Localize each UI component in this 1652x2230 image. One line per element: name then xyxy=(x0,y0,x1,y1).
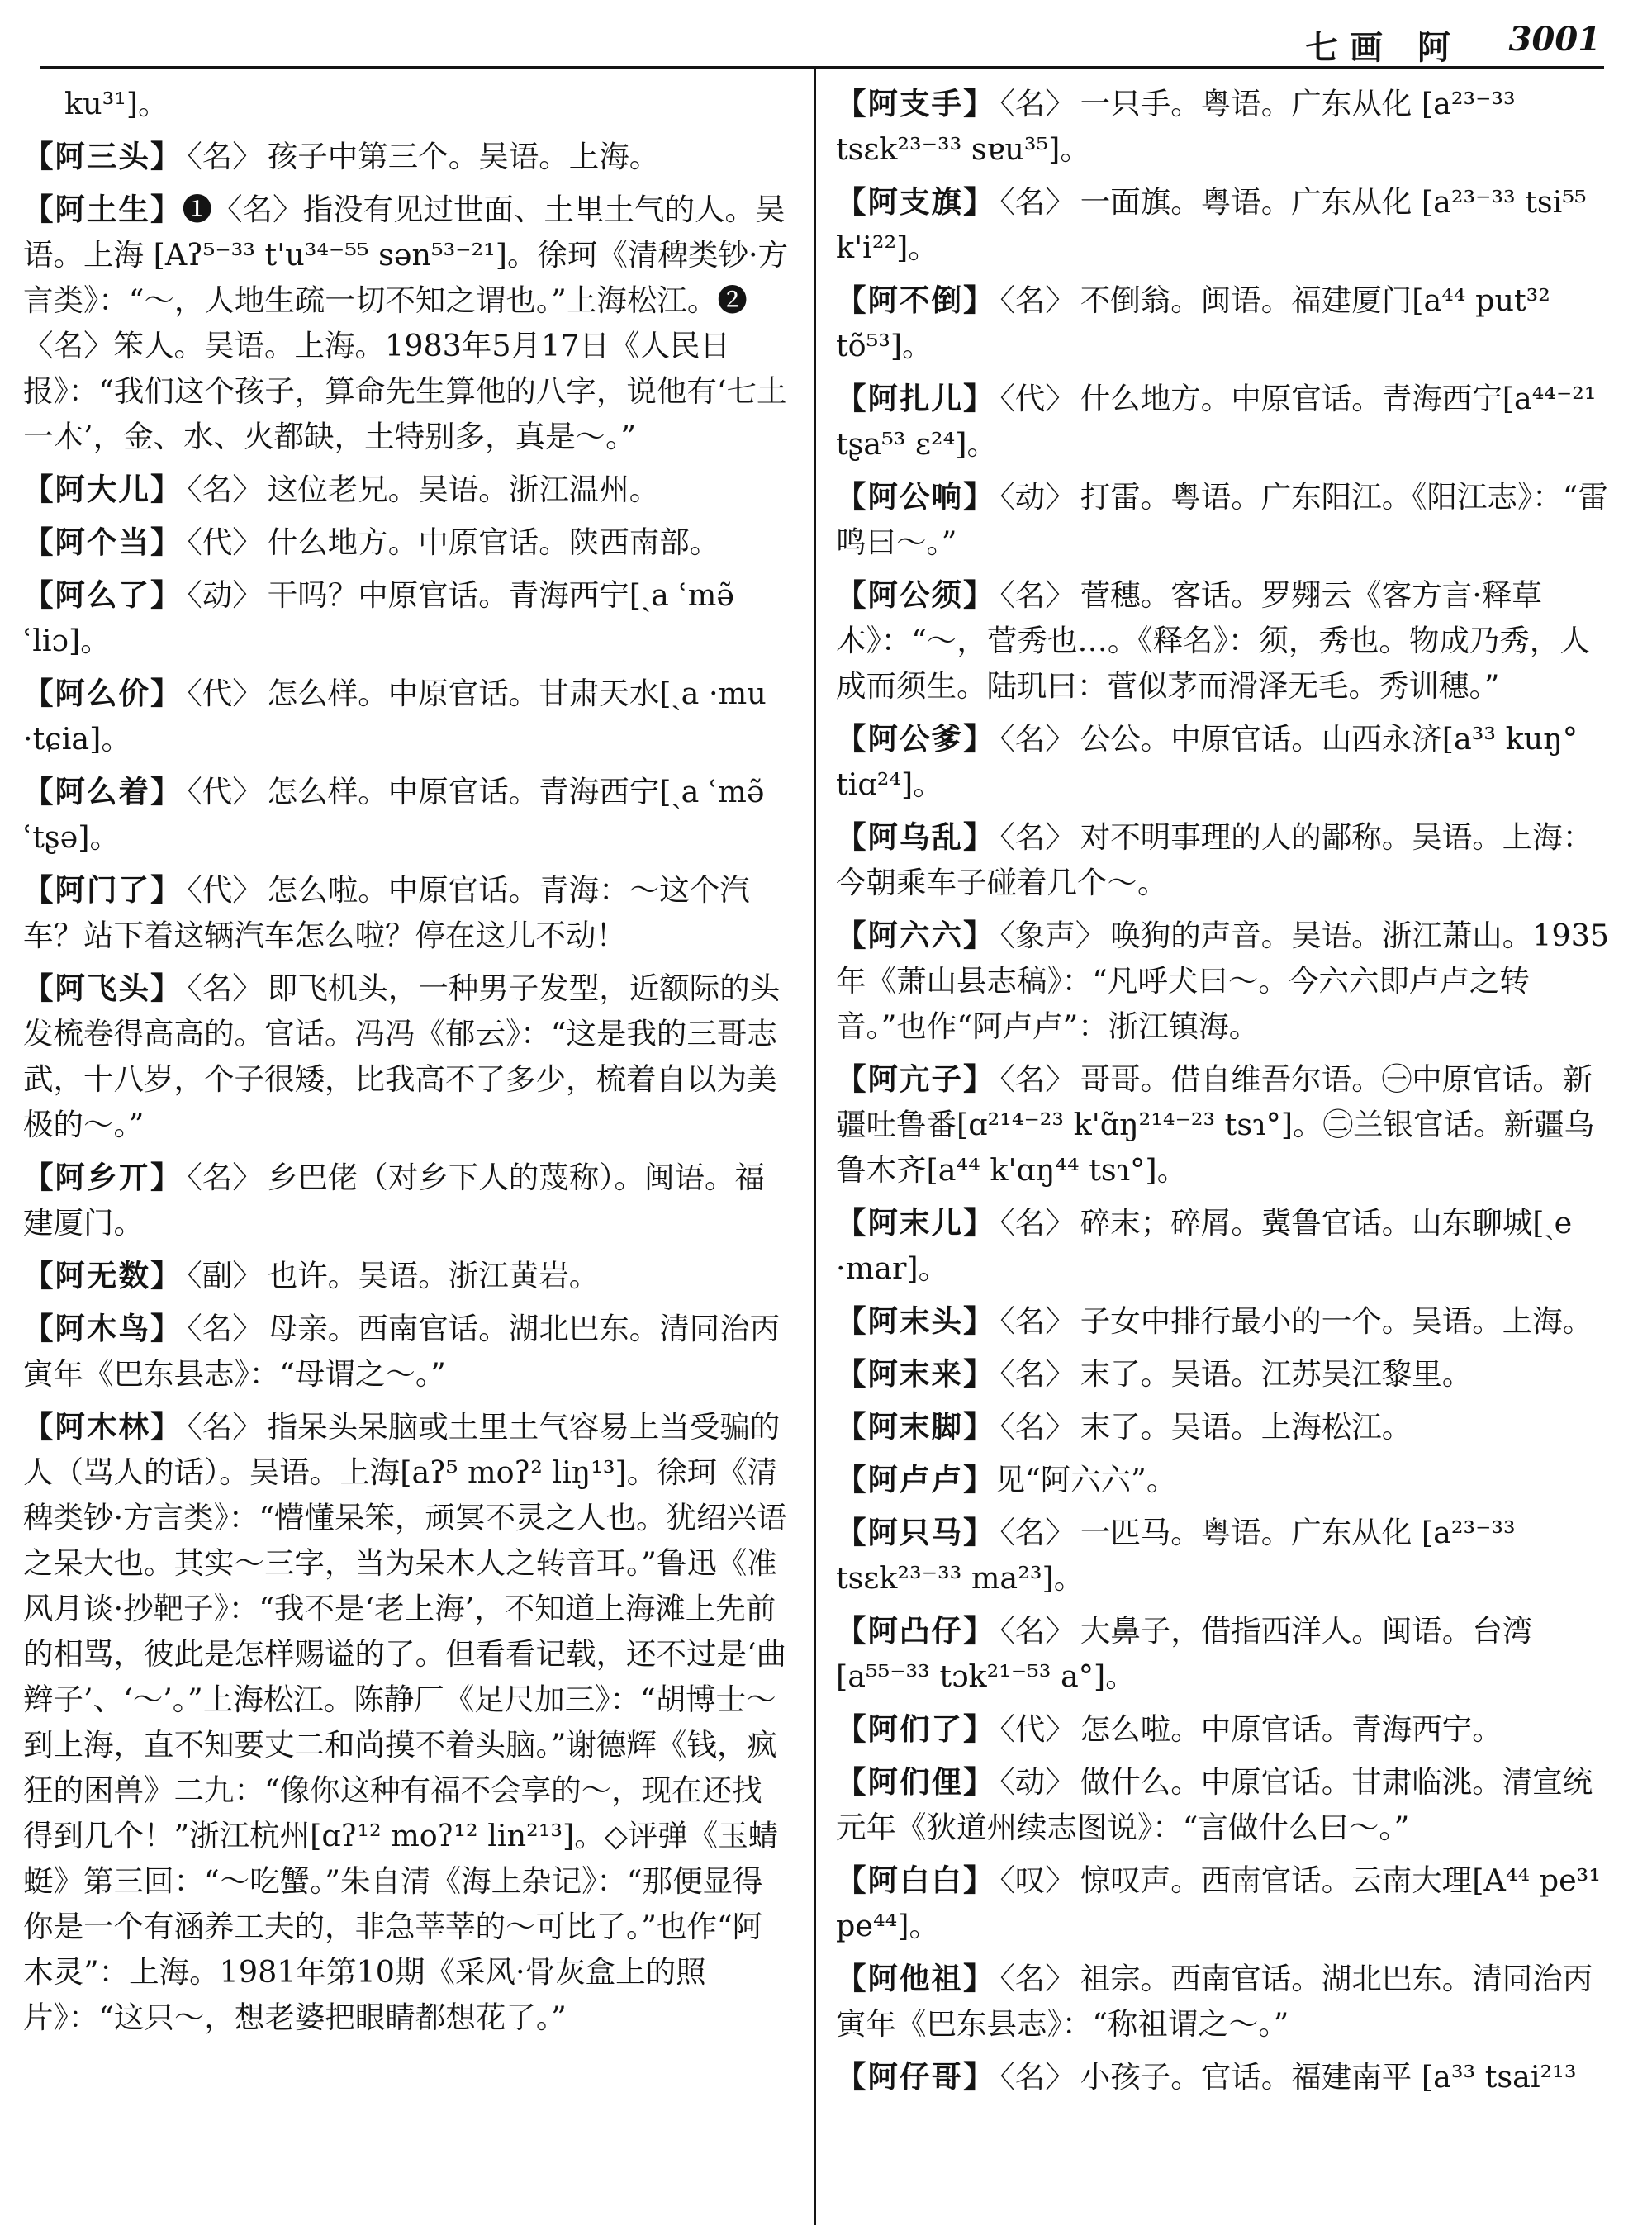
entry-part-of-speech: 〈名〉 xyxy=(187,472,263,507)
entry-headword: 【阿扎儿】 xyxy=(836,381,995,416)
entry-part-of-speech: 〈名〉 xyxy=(187,1409,263,1445)
entry-definition: 对不明事理的人的鄙称。吴语。上海：今朝乘车子碰着几个～。 xyxy=(836,819,1593,900)
entry-headword: 【阿末来】 xyxy=(836,1356,995,1392)
entry-headword: 【阿公爹】 xyxy=(836,721,995,757)
column-divider xyxy=(814,69,816,2225)
dictionary-entry xyxy=(836,81,1612,172)
entry-headword: 【阿只马】 xyxy=(836,1515,995,1550)
entry-part-of-speech: 〈名〉 xyxy=(999,1061,1075,1097)
page-header xyxy=(0,18,1652,66)
entry-headword: 【阿无数】 xyxy=(23,1258,183,1293)
entry-part-of-speech: 〈副〉 xyxy=(187,1258,263,1293)
dictionary-entry xyxy=(23,1155,790,1245)
entry-definition: 打雷。粤语。广东阳江。《阳江志》：“雷鸣曰～。” xyxy=(836,479,1608,560)
entry-headword: 【阿飞头】 xyxy=(23,970,183,1006)
dictionary-entry xyxy=(64,81,790,126)
entry-part-of-speech: 〈名〉 xyxy=(187,970,263,1006)
entry-headword: 【阿亢子】 xyxy=(836,1061,995,1097)
entry-part-of-speech: 〈名〉 xyxy=(187,1160,263,1195)
dictionary-entry xyxy=(836,1200,1612,1291)
dictionary-entry xyxy=(836,1956,1612,2047)
entry-part-of-speech: 〈名〉 xyxy=(999,721,1075,757)
entry-part-of-speech: 〈名〉 xyxy=(999,1613,1075,1649)
entry-definition: 子女中排行最小的一个。吴语。上海。 xyxy=(1080,1303,1593,1339)
dictionary-entry xyxy=(836,1510,1612,1601)
entry-definition: 指呆头呆脑或土里土气容易上当受骗的人（骂人的话）。吴语。上海[aʔ⁵ moʔ² liŋ¹³]。徐珂《清稗类钞·方言类》：“懵懂呆笨，顽冥不灵之人也。犹绍兴语之呆大也。其实～三字，当为呆木人之转音耳。”鲁迅《准风月谈·抄靶子》：“我不是‘老上海’，不知道上海滩上先前的相骂，彼此是怎样赐谥的了。但看看记载，还不过是‘曲辫子’、‘～’。”上海松江。陈静厂《足尺加三》：“胡博士～到上海，直不知要丈二和尚摸不着头脑。”谢德辉《钱，疯狂的困兽》二九：“像你这种有福不会享的～，现在还找得到几个！”浙江杭州[ɑʔ¹² moʔ¹² lin²¹³]。◇评弹《玉蜻蜓》第三回：“～吃蟹。”朱自清《海上杂记》：“那便显得你是一个有涵养工夫的，非急莘莘的～可比了。”也作“阿木灵”：上海。1981年第10期《采风·骨灰盒上的照片》：“这只～，想老婆把眼睛都想花了。” xyxy=(23,1409,787,2035)
entry-headword: 【阿公响】 xyxy=(836,479,995,515)
dictionary-entry xyxy=(23,1306,790,1397)
dictionary-entry xyxy=(23,134,790,179)
entry-definition: 哥哥。借自维吾尔语。㊀中原官话。新疆吐鲁番[ɑ²¹⁴⁻²³ k'ɑ̃ŋ²¹⁴⁻²³ tsɿ°]。㊁兰银官话。新疆乌鲁木齐[a⁴⁴ k'ɑŋ⁴⁴ tsɿ°]。 xyxy=(836,1061,1595,1188)
dictionary-entry xyxy=(836,1298,1612,1344)
entry-headword: 【阿们俚】 xyxy=(836,1764,995,1800)
dictionary-entry xyxy=(836,1351,1612,1397)
entry-part-of-speech: 〈名〉 xyxy=(999,1356,1075,1392)
entry-part-of-speech: 〈动〉 xyxy=(187,577,263,613)
entry-definition: 惊叹声。西南官话。云南大理[A⁴⁴ pe³¹ pe⁴⁴]。 xyxy=(836,1862,1601,1943)
dictionary-entry xyxy=(23,572,790,663)
entry-definition: 什么地方。中原官话。青海西宁[a⁴⁴⁻²¹ tʂa⁵³ ɛ²⁴]。 xyxy=(836,381,1597,462)
entry-part-of-speech: 〈名〉 xyxy=(999,86,1075,121)
entry-definition: 也许。吴语。浙江黄岩。 xyxy=(267,1258,600,1293)
entry-part-of-speech: 〈代〉 xyxy=(187,774,263,809)
entry-headword: 【阿个当】 xyxy=(23,524,183,560)
entry-part-of-speech: 〈动〉 xyxy=(999,1764,1075,1800)
dictionary-entry xyxy=(23,1253,790,1298)
entry-headword: 【阿支旗】 xyxy=(836,184,995,220)
entry-definition: 乡巴佬（对乡下人的蔑称）。闽语。福建厦门。 xyxy=(23,1160,765,1241)
entry-definition: 孩子中第三个。吴语。上海。 xyxy=(267,139,660,174)
entry-definition: 见“阿六六”。 xyxy=(995,1462,1177,1497)
entry-headword: 【阿么了】 xyxy=(23,577,183,613)
dictionary-entry xyxy=(836,278,1612,368)
dictionary-entry xyxy=(836,1858,1612,1948)
entry-definition: 什么地方。中原官话。陕西南部。 xyxy=(267,524,720,560)
dictionary-entry xyxy=(836,1608,1612,1699)
dictionary-entry xyxy=(23,671,790,762)
entry-headword: 【阿么价】 xyxy=(23,676,183,711)
entry-definition: 一匹马。粤语。广东从化 [a²³⁻³³ tsɛk²³⁻³³ ma²³]。 xyxy=(836,1515,1516,1596)
entry-part-of-speech: 〈名〉 xyxy=(999,819,1075,855)
entry-headword: 【阿支手】 xyxy=(836,86,995,121)
dictionary-entry xyxy=(836,814,1612,905)
dictionary-entry xyxy=(836,716,1612,807)
entry-definition: 怎么样。中原官话。青海西宁[ˏa ʿmə̃ ʿtʂə]。 xyxy=(23,774,765,855)
entry-headword: 【阿三头】 xyxy=(23,139,183,174)
entry-definition: 唤狗的声音。吴语。浙江萧山。1935年《萧山县志稿》：“凡呼犬曰～。今六六即卢卢之转音。”也作“阿卢卢”：浙江镇海。 xyxy=(836,918,1610,1044)
entry-part-of-speech: 〈代〉 xyxy=(999,1711,1075,1747)
dictionary-entry xyxy=(836,1457,1612,1502)
entry-part-of-speech: 〈名〉 xyxy=(999,1205,1075,1241)
entry-part-of-speech: 〈名〉 xyxy=(999,1961,1075,1996)
entry-definition: 末了。吴语。江苏吴江黎里。 xyxy=(1080,1356,1473,1392)
entry-headword: 【阿仔哥】 xyxy=(836,2059,995,2095)
entry-headword: 【阿公须】 xyxy=(836,577,995,613)
entry-headword: 【阿白白】 xyxy=(836,1862,995,1898)
entry-definition: 公公。中原官话。山西永济[a³³ kuŋ° tiɑ²⁴]。 xyxy=(836,721,1578,802)
entry-headword: 【阿卢卢】 xyxy=(836,1462,995,1497)
entry-definition: 末了。吴语。上海松江。 xyxy=(1080,1409,1412,1445)
running-head: 七画 阿 xyxy=(1305,28,1462,67)
dictionary-entry xyxy=(836,1404,1612,1450)
dictionary-entry xyxy=(23,867,790,958)
entry-definition: 祖宗。西南官话。湖北巴东。清同治丙寅年《巴东县志》：“称祖谓之～。” xyxy=(836,1961,1593,2042)
entry-definition: 不倒翁。闽语。福建厦门[a⁴⁴ put³² tõ⁵³]。 xyxy=(836,282,1550,363)
dictionary-entry xyxy=(836,913,1612,1049)
dictionary-entry xyxy=(836,2054,1612,2100)
entry-headword: 【阿他祖】 xyxy=(836,1961,995,1996)
entry-headword: 【阿土生】 xyxy=(23,192,183,227)
entry-definition: 怎么啦。中原官话。青海：～这个汽车？站下着这辆汽车怎么啦？停在这儿不动！ xyxy=(23,872,750,953)
dictionary-entry xyxy=(23,769,790,860)
entry-headword: 【阿末儿】 xyxy=(836,1205,995,1241)
entry-headword: 【阿们了】 xyxy=(836,1711,995,1747)
entry-part-of-speech: 〈名〉 xyxy=(999,1303,1075,1339)
entry-headword: 【阿木鸟】 xyxy=(23,1311,183,1346)
right-column xyxy=(836,81,1612,2220)
entry-part-of-speech: 〈名〉 xyxy=(999,282,1075,318)
entry-part-of-speech: 〈名〉 xyxy=(999,577,1075,613)
dictionary-entry xyxy=(836,572,1612,709)
entry-definition: 菅穗。客话。罗翙云《客方言·释草木》：“～，菅秀也…。《释名》：须，秀也。物成乃秀，人成而须生。陆玑曰：菅似茅而滑泽无毛。秀训穗。” xyxy=(836,577,1590,704)
dictionary-entry xyxy=(23,520,790,565)
header-rule xyxy=(40,66,1604,69)
dictionary-entry xyxy=(836,376,1612,467)
entry-part-of-speech: 〈名〉 xyxy=(187,139,263,174)
entry-part-of-speech: 〈代〉 xyxy=(187,676,263,711)
entry-part-of-speech: 〈名〉 xyxy=(999,2059,1075,2095)
entry-part-of-speech: 〈动〉 xyxy=(999,479,1075,515)
entry-headword: 【阿末头】 xyxy=(836,1303,995,1339)
entry-part-of-speech: 〈名〉 xyxy=(999,184,1075,220)
entry-definition: 怎么啦。中原官话。青海西宁。 xyxy=(1080,1711,1502,1747)
entry-part-of-speech: 〈名〉 xyxy=(999,1409,1075,1445)
entry-headword: 【阿大儿】 xyxy=(23,472,183,507)
entry-definition: 碎末；碎屑。冀鲁官话。山东聊城[ˏe ·mar]。 xyxy=(836,1205,1573,1286)
entry-definition: 一只手。粤语。广东从化 [a²³⁻³³ tsɛk²³⁻³³ sɐu³⁵]。 xyxy=(836,86,1516,167)
entry-headword: 【阿不倒】 xyxy=(836,282,995,318)
entry-definition: 即飞机头，一种男子发型，近额际的头发梳卷得高高的。官话。冯冯《郁云》：“这是我的三哥志武，十八岁，个子很矮，比我高不了多少，梳着自以为美极的～。” xyxy=(23,970,781,1142)
entry-definition: 做什么。中原官话。甘肃临洮。清宣统元年《狄道州续志图说》：“言做什么曰～。” xyxy=(836,1764,1593,1845)
entry-part-of-speech: 〈代〉 xyxy=(187,524,263,560)
entry-definition: 大鼻子，借指西洋人。闽语。台湾[a⁵⁵⁻³³ tɔk²¹⁻⁵³ a°]。 xyxy=(836,1613,1533,1694)
entry-part-of-speech: 〈代〉 xyxy=(999,381,1075,416)
entry-definition: 怎么样。中原官话。甘肃天水[ˏa ·mu ·tɕia]。 xyxy=(23,676,767,757)
entry-part-of-speech: 〈代〉 xyxy=(187,872,263,908)
dictionary-entry xyxy=(23,187,790,459)
entry-part-of-speech: 〈象声〉 xyxy=(999,918,1106,953)
entry-headword: 【阿乡丌】 xyxy=(23,1160,183,1195)
entry-headword: 【阿木林】 xyxy=(23,1409,183,1445)
dictionary-entry xyxy=(23,966,790,1147)
dictionary-entry xyxy=(23,467,790,512)
entry-part-of-speech: 〈名〉 xyxy=(187,1311,263,1346)
entry-definition: 小孩子。官话。福建南平 [a³³ tsai²¹³ xyxy=(1080,2059,1577,2095)
dictionary-entry xyxy=(836,1759,1612,1850)
left-column xyxy=(23,81,790,2220)
dictionary-entry xyxy=(836,179,1612,270)
entry-definition: 干吗？中原官话。青海西宁[ˏa ʿmə̃ ʿliɔ]。 xyxy=(23,577,734,658)
entry-definition: 这位老兄。吴语。浙江温州。 xyxy=(267,472,660,507)
dictionary-entry xyxy=(836,1706,1612,1752)
dictionary-entry xyxy=(836,1056,1612,1193)
entry-headword: 【阿凸仔】 xyxy=(836,1613,995,1649)
entry-part-of-speech: 〈叹〉 xyxy=(999,1862,1075,1898)
page-number: 3001 xyxy=(1508,20,1601,59)
entry-definition: ❶〈名〉指没有见过世面、土里土气的人。吴语。上海 [Aʔ⁵⁻³³ t'u³⁴⁻⁵⁵ sən⁵³⁻²¹]。徐珂《清稗类钞·方言类》：“～，人地生疏一切不知之谓也。”上海松江。❷〈名〉笨人。吴语。上海。1983年5月17日《人民日报》：“我们这个孩子，算命先生算他的八字，说他有‘七土一木’，金、水、火都缺，土特别多，真是～。” xyxy=(23,192,789,454)
entry-definition: 母亲。西南官话。湖北巴东。清同治丙寅年《巴东县志》：“母谓之～。” xyxy=(23,1311,781,1392)
entry-definition: 一面旗。粤语。广东从化 [a²³⁻³³ tsi⁵⁵ k'i²²]。 xyxy=(836,184,1587,265)
entry-headword: 【阿门了】 xyxy=(23,872,183,908)
entry-headword: 【阿么着】 xyxy=(23,774,183,809)
entry-part-of-speech: 〈名〉 xyxy=(999,1515,1075,1550)
dictionary-entry xyxy=(23,1404,790,2040)
entry-headword: 【阿六六】 xyxy=(836,918,995,953)
dictionary-entry xyxy=(836,474,1612,565)
entry-headword: 【阿乌乱】 xyxy=(836,819,995,855)
entry-definition: ku³¹]。 xyxy=(64,86,169,121)
entry-headword: 【阿末脚】 xyxy=(836,1409,995,1445)
